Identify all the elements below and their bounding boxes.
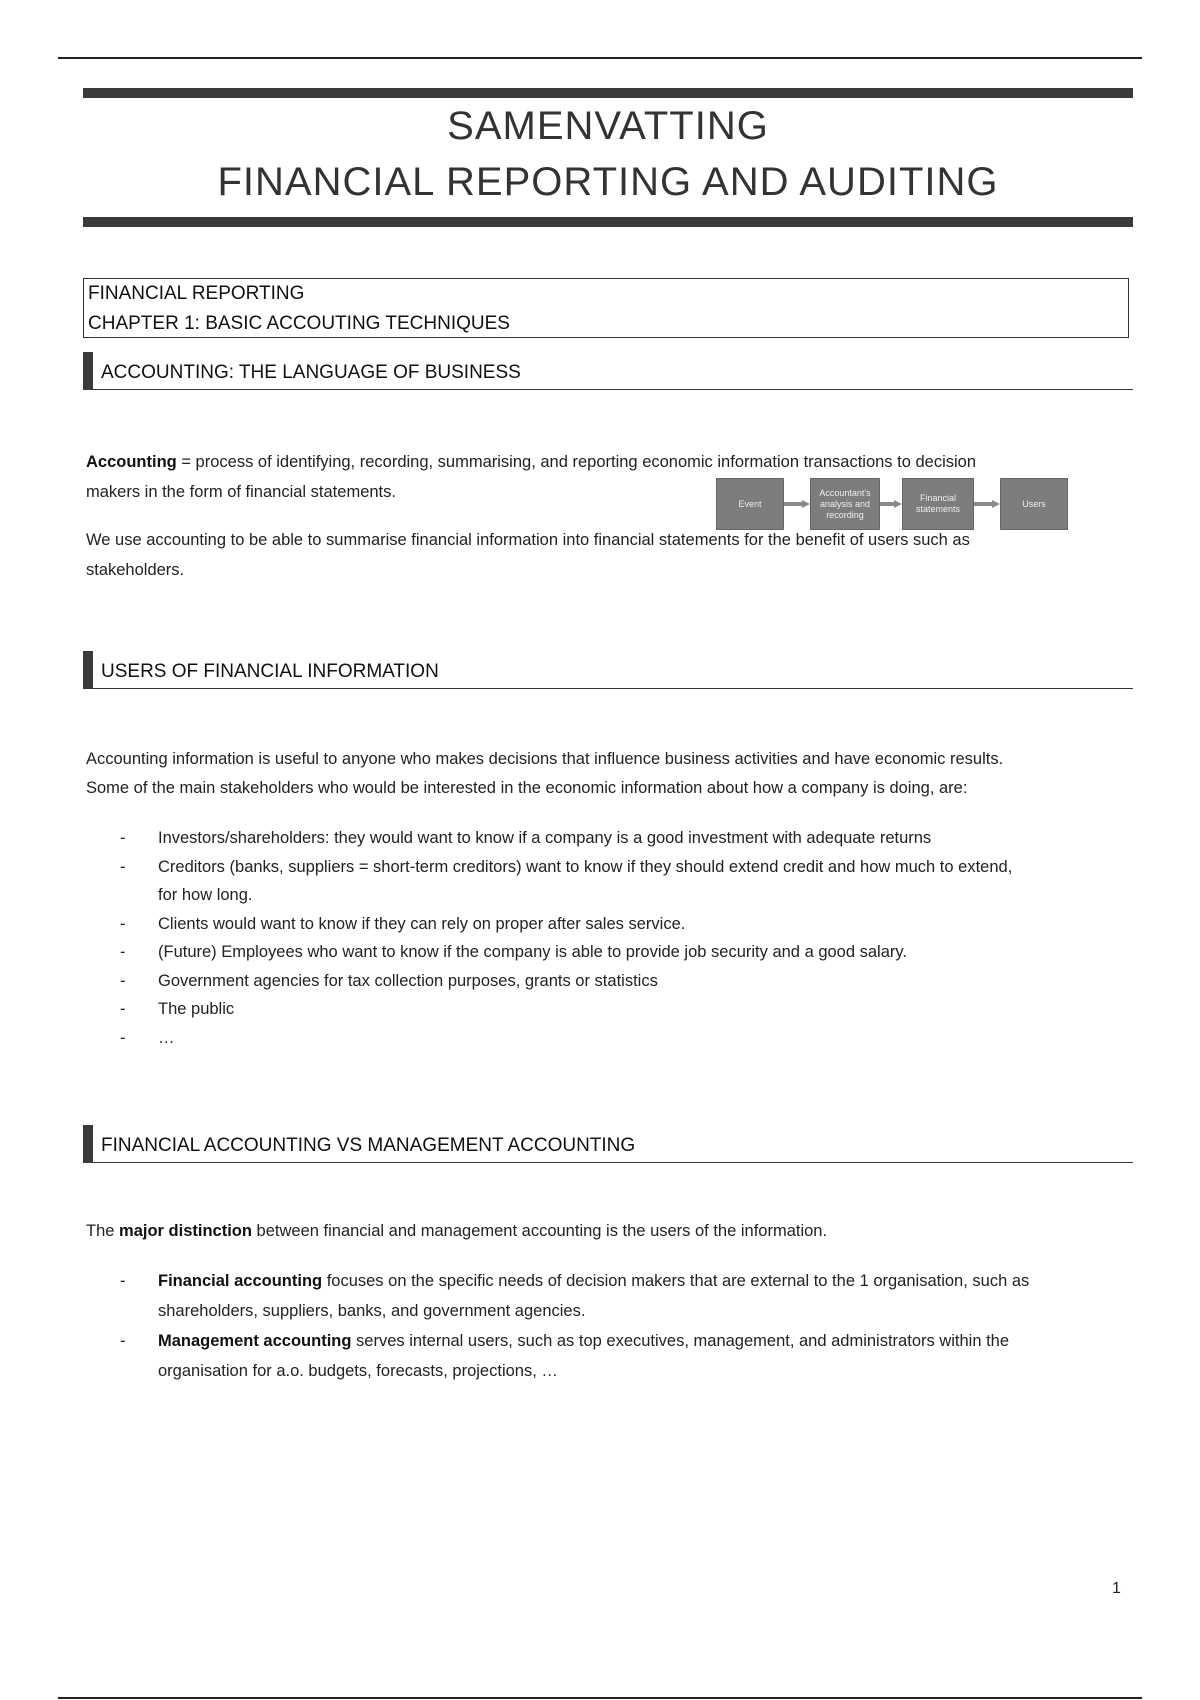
section-heading-text: FINANCIAL ACCOUNTING VS MANAGEMENT ACCOUNTING: [101, 1135, 636, 1156]
list-item-text: The public: [158, 1000, 235, 1018]
flow-box-analysis: Accountant's analysis and recording: [810, 478, 880, 530]
distinction-prefix: The: [86, 1222, 120, 1240]
bullet-dash: -: [120, 943, 126, 961]
list-item: [120, 1266, 1130, 1296]
flow-arrow-icon: [974, 500, 1000, 508]
flow-arrow-icon: [784, 500, 810, 508]
management-accounting-term: Management accounting: [158, 1332, 352, 1350]
list-item-text: Clients would want to know if they can rely on proper after sales service.: [158, 914, 686, 933]
section-heading-financial-vs-management: [83, 1125, 1133, 1163]
list-item: [120, 1024, 1130, 1053]
bullet-dash: -: [120, 1028, 126, 1047]
bullet-dash: -: [120, 1332, 126, 1350]
users-intro: [86, 745, 1136, 802]
distinction-paragraph: [86, 1216, 1136, 1246]
flow-box-event: Event: [716, 478, 784, 530]
users-list: [120, 824, 1130, 1052]
top-page-rule: [58, 57, 1142, 59]
distinction-list: [120, 1266, 1130, 1386]
bullet-dash: -: [120, 829, 126, 847]
list-item: [120, 967, 1130, 996]
flow-box-statements: Financial statements: [902, 478, 974, 530]
management-accounting-text-cont: organisation for a.o. budgets, forecasts, projections, …: [158, 1362, 558, 1380]
section-heading-users: [83, 651, 1133, 689]
list-item-continuation: [120, 1356, 1130, 1386]
bullet-dash: -: [120, 1000, 126, 1018]
list-item: [120, 938, 1130, 967]
title-bottom-bar: [83, 217, 1133, 227]
document-title-line1: SAMENVATTING: [447, 104, 769, 148]
list-item-continuation: [120, 881, 1130, 910]
accounting-definition-line1: = process of identifying, recording, summarising, and reporting economic information transactions to decision: [176, 453, 977, 471]
bottom-page-rule: [58, 1697, 1142, 1699]
distinction-suffix: between financial and management accounting is the users of the information.: [251, 1222, 828, 1240]
financial-accounting-text-cont: shareholders, suppliers, banks, and government agencies.: [158, 1302, 586, 1320]
accounting-use: [86, 525, 1136, 585]
list-item: [120, 1326, 1130, 1356]
distinction-bold: major distinction: [119, 1222, 252, 1240]
list-item-text: for how long.: [158, 886, 253, 904]
list-item: [120, 853, 1130, 882]
section-heading-bar: [83, 1125, 93, 1163]
accounting-flow-diagram: [716, 478, 1068, 532]
financial-accounting-text: focuses on the specific needs of decision makers that are external to the 1 organisation, such as: [322, 1272, 1030, 1290]
bullet-dash: -: [120, 971, 126, 990]
users-intro-line2: Some of the main stakeholders who would be interested in the economic information about how a company is doing, are:: [86, 778, 968, 797]
document-title-line2: FINANCIAL REPORTING AND AUDITING: [217, 160, 999, 204]
bullet-dash: -: [120, 857, 126, 876]
list-item: [120, 824, 1130, 853]
chapter-box: [83, 278, 1129, 338]
bullet-dash: -: [120, 914, 126, 933]
accounting-use-line1: We use accounting to be able to summarise financial information into financial statements for the benefit of users such as: [86, 531, 970, 549]
list-item-text: Creditors (banks, suppliers = short-term creditors) want to know if they should extend credit and how much to extend,: [158, 857, 1013, 876]
chapter-box-line2: CHAPTER 1: BASIC ACCOUTING TECHNIQUES: [88, 313, 510, 334]
flow-arrow-icon: [880, 500, 902, 508]
management-accounting-text: serves internal users, such as top executives, management, and administrators within the: [351, 1332, 1010, 1350]
section-heading-text: USERS OF FINANCIAL INFORMATION: [101, 661, 439, 682]
section-heading-text: ACCOUNTING: THE LANGUAGE OF BUSINESS: [101, 362, 521, 383]
list-item: [120, 910, 1130, 939]
financial-accounting-term: Financial accounting: [158, 1272, 323, 1290]
section-heading-bar: [83, 651, 93, 689]
users-intro-line1: Accounting information is useful to anyone who makes decisions that influence business activities and have economic results.: [86, 750, 1004, 768]
flow-box-users: Users: [1000, 478, 1068, 530]
section-heading-accounting: [83, 352, 1133, 390]
accounting-term: Accounting: [86, 453, 177, 471]
list-item-text: (Future) Employees who want to know if the company is able to provide job security and a good salary.: [158, 943, 907, 961]
list-item-text: …: [158, 1028, 175, 1047]
list-item-text: Government agencies for tax collection purposes, grants or statistics: [158, 971, 658, 990]
list-item-continuation: [120, 1296, 1130, 1326]
accounting-use-line2: stakeholders.: [86, 561, 185, 579]
chapter-box-line1: FINANCIAL REPORTING: [88, 283, 305, 304]
bullet-dash: -: [120, 1272, 126, 1290]
list-item-text: Investors/shareholders: they would want to know if a company is a good investment with adequate returns: [158, 829, 932, 847]
title-top-bar: [83, 88, 1133, 98]
section-heading-bar: [83, 352, 93, 390]
list-item: [120, 995, 1130, 1024]
page-number: 1: [1112, 1580, 1121, 1597]
accounting-definition-line2: makers in the form of financial statements.: [86, 483, 396, 501]
